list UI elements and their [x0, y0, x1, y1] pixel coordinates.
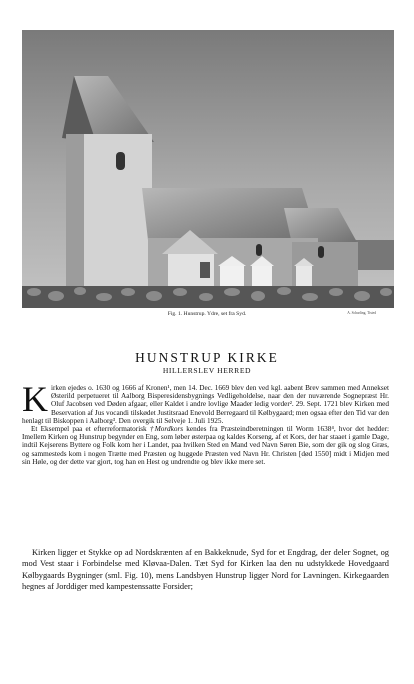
paragraph-3: Kirken ligger et Stykke op ad Nordskrænten af en Bakkeknude, Syd for et Engdrag, der deler Sognet, og mod Vest staar i Forbindelse med Kløvaa-Dalen. Tæt Syd for Kirken laa den nu udstykkede Hovedgaard Kølbygaards Bygninger (sml. Fig. 10), mens Landsbyen Hunstrup ligger Nord for Lavningen. Kirkegaarden hegnes af Jorddiger med kampestenssatte Forsider;	[22, 548, 389, 592]
page-subtitle: HILLERSLEV HERRED	[162, 366, 252, 375]
drop-cap: K	[22, 379, 48, 419]
paragraph-1	[22, 379, 389, 425]
body-text	[22, 379, 390, 466]
paragraph-1-text: irken ejedes o. 1630 og 1666 af Kronen¹, men 14. Dec. 1669 blev den ved kgl. aabent Brev sammen med Annekset Østerild perpetueret til Aalborg Bisperesidensbygnings Vedligeholdelse, naar den der nuværende Sognepræst Hr. Oluf Jacobsen ved Døden afgaar, eller Kaldet i andre lovlige Maader ledig vorder². 29. Sept. 1721 blev Kirken med Beservation af Jus vocandi tilskødet Justitsraad Enevold Berregaard til Kølbygaard; men ogsaa efter den Tid var den henlagt til Biskoppen i Aalborg³. Den overgik til Selveje 1. Juli 1925.	[22, 384, 389, 425]
paragraph-2-term: †Mordkors	[149, 425, 184, 434]
figure-caption: Fig. 1. Hunstrup. Ydre, set fra Syd.	[167, 311, 247, 317]
photo-credit: A. Scharling, Tisted	[347, 311, 376, 315]
paragraph-2	[22, 425, 389, 466]
paragraph-2-rest: kendes fra Præsteindberetningen til Worm 1638⁴, hvor det hedder: Imellem Kirken og Hunstrup begynder en Eng, som løber østerpaa og kaldes Korseng, af et Kors, der har staaet i gamle Dage, indtil Kejserens Byttere og Folk kom her i Landet, paa hvilken Sted en Mand ved Navn Søren Bie, som der gik og slog Græs, og sammesteds kom i nogen Trætte med Præsten og huggede Præsten ved Navn Hr. Christen [død 1550] midt i Midjen med sin Høle, og der dette var gjort, tog han en Hest og undrendte og blev ikke mere set.	[22, 425, 390, 466]
church-illustration	[22, 30, 394, 308]
church-photograph	[22, 30, 394, 308]
paragraph-2-start: Et Eksempel paa et efterreformatorisk	[31, 425, 147, 434]
page-title: HUNSTRUP KIRKE	[135, 350, 279, 365]
